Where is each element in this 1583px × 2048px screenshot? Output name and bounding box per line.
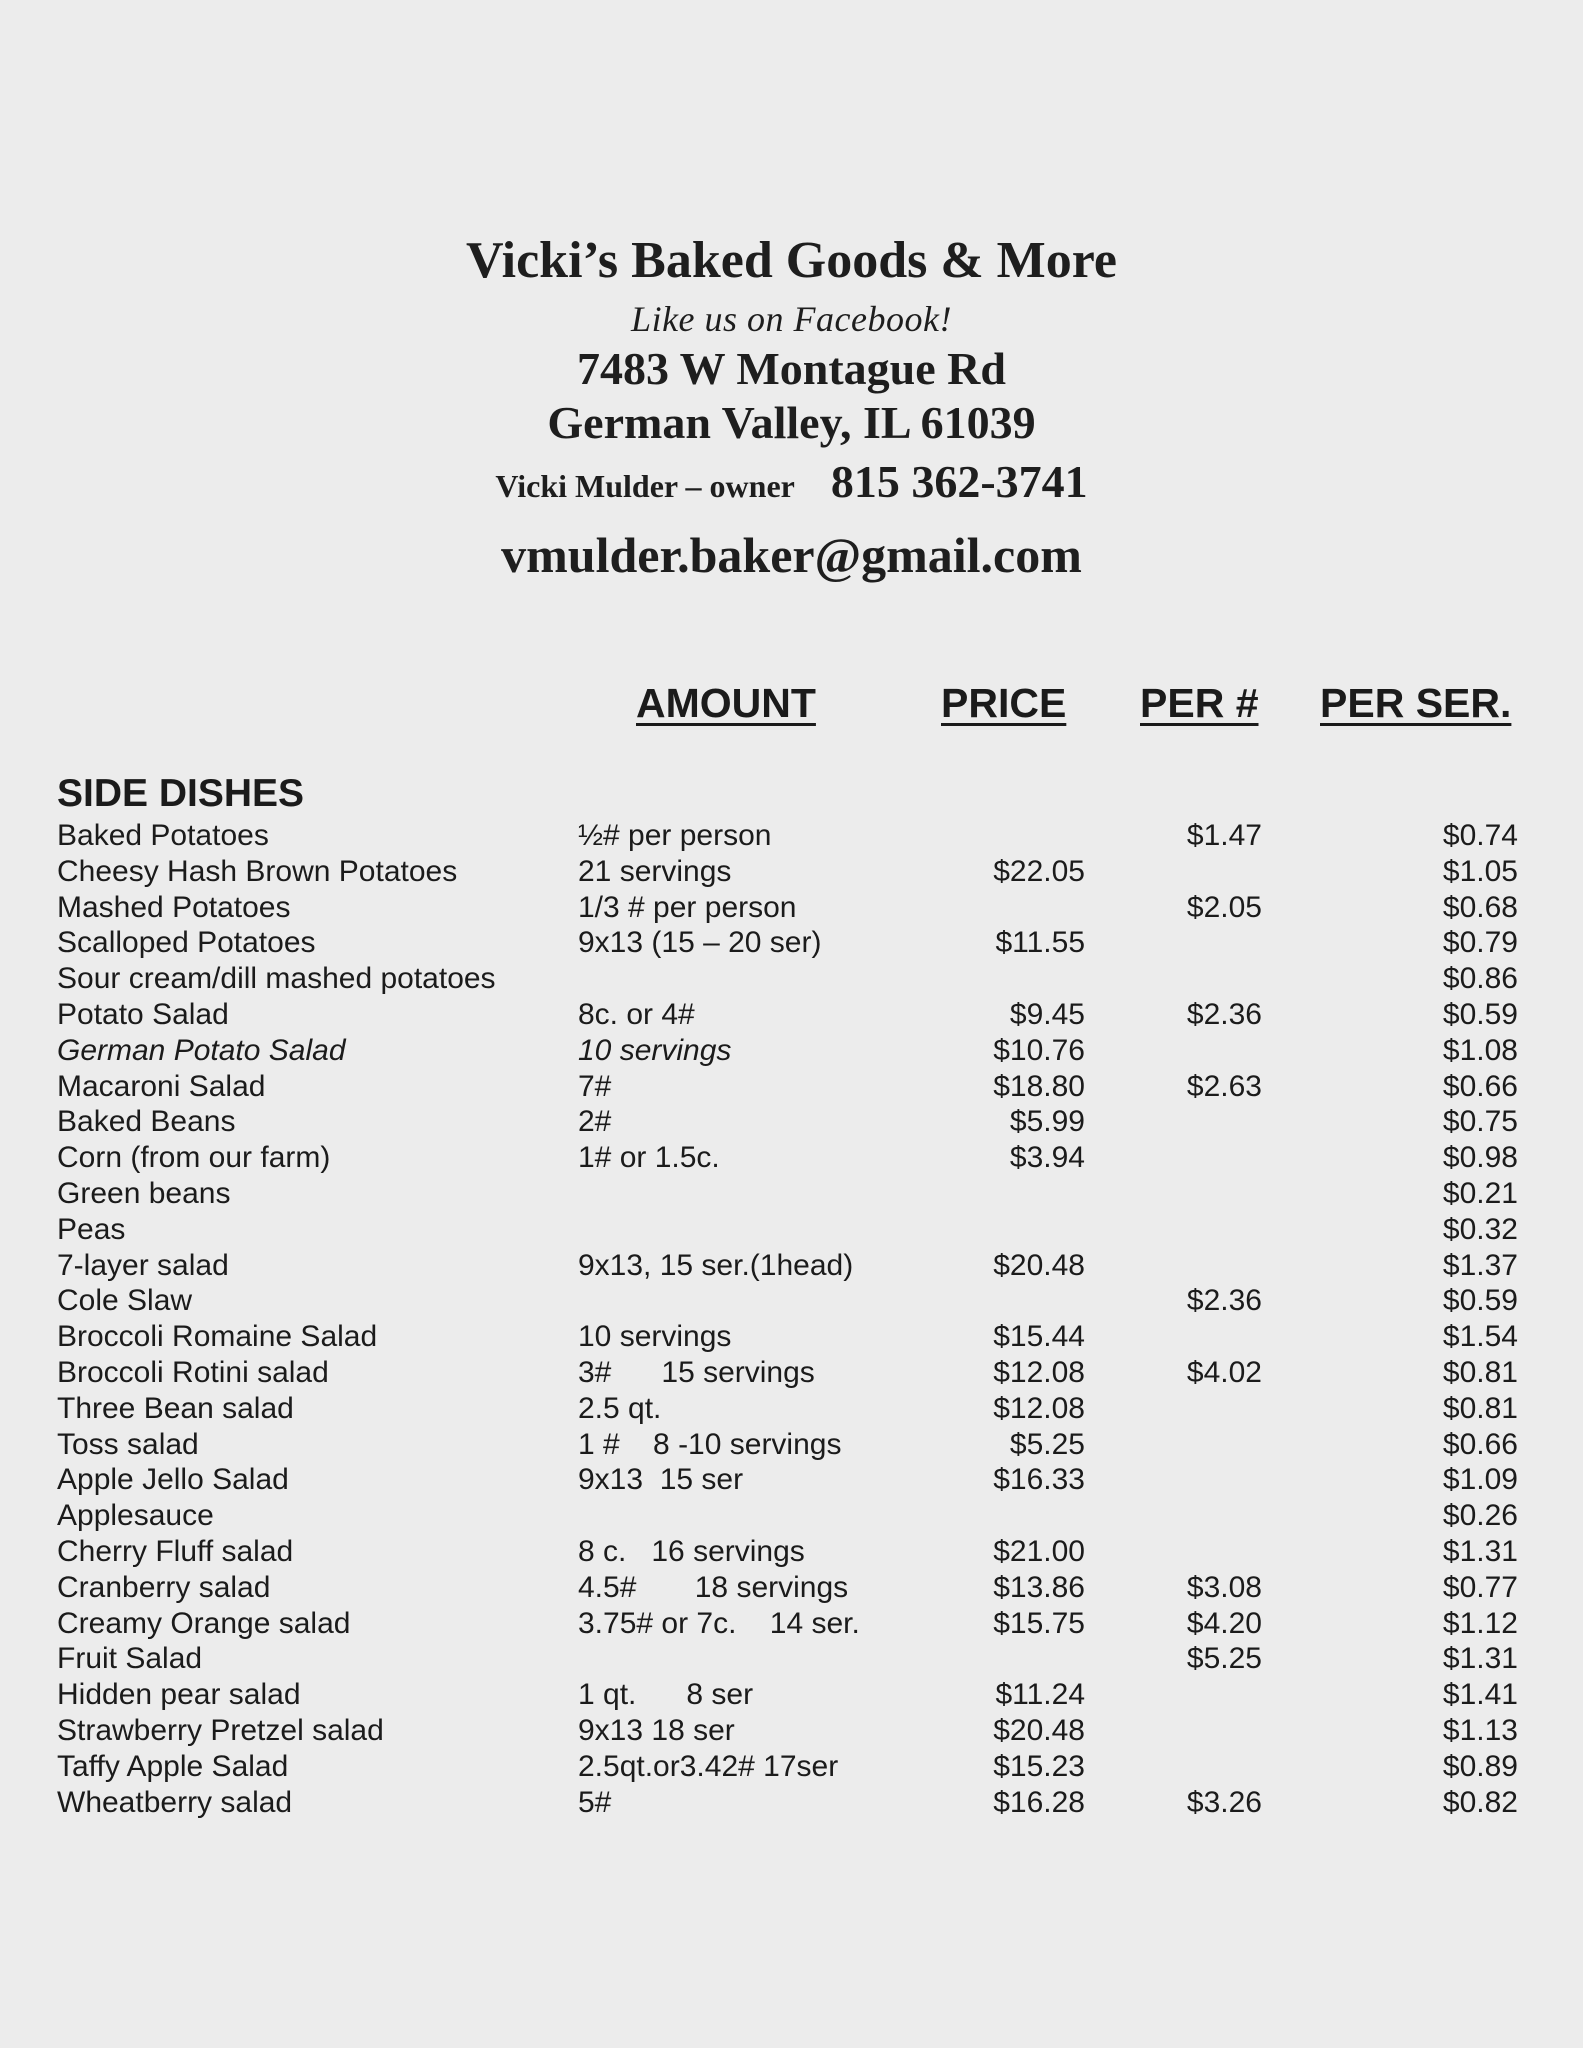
item-price-per-serving: $1.09	[1442, 1463, 1518, 1497]
item-price: $5.99	[1009, 1105, 1085, 1139]
item-name: Toss salad	[57, 1427, 199, 1461]
item-price-per-serving: $0.86	[1442, 962, 1518, 996]
column-header-price: PRICE	[941, 680, 1067, 726]
table-row	[0, 1140, 1583, 1176]
item-price: $5.25	[1009, 1427, 1085, 1461]
item-price-per-serving: $0.66	[1442, 1427, 1518, 1461]
table-row	[0, 1713, 1583, 1749]
item-price-per-serving: $1.05	[1442, 854, 1518, 888]
menu-items-table	[0, 818, 1583, 1820]
street-address: 7483 W Montague Rd	[577, 343, 1006, 394]
table-row	[0, 1498, 1583, 1534]
item-price-per-serving: $1.41	[1442, 1678, 1518, 1712]
item-name: German Potato Salad	[57, 1033, 346, 1067]
item-amount: 9x13 18 ser	[578, 1713, 735, 1747]
item-price: $21.00	[993, 1534, 1085, 1568]
city-state-zip: German Valley, IL 61039	[547, 397, 1036, 448]
item-amount: 4.5# 18 servings	[578, 1570, 849, 1604]
table-row	[0, 1355, 1583, 1391]
item-price-per-serving: $0.75	[1442, 1105, 1518, 1139]
table-row	[0, 1749, 1583, 1785]
table-row	[0, 890, 1583, 926]
item-price: $9.45	[1009, 997, 1085, 1031]
item-price-per-lb: $2.36	[1186, 1284, 1262, 1318]
item-name: Peas	[57, 1212, 126, 1246]
item-amount: 3# 15 servings	[578, 1355, 815, 1389]
table-row	[0, 1069, 1583, 1105]
item-amount: 5#	[578, 1785, 612, 1819]
item-price: $15.75	[993, 1606, 1085, 1640]
item-price-per-serving: $0.59	[1442, 997, 1518, 1031]
item-price: $12.08	[993, 1391, 1085, 1425]
item-price-per-lb: $4.20	[1186, 1606, 1262, 1640]
table-row	[0, 1427, 1583, 1463]
item-amount: 21 servings	[578, 854, 732, 888]
item-name: Strawberry Pretzel salad	[57, 1713, 384, 1747]
item-price: $20.48	[993, 1248, 1085, 1282]
owner-contact-row	[0, 450, 1583, 525]
item-name: Corn (from our farm)	[57, 1141, 331, 1175]
item-amount: 8 c. 16 servings	[578, 1534, 805, 1568]
item-name: Green beans	[57, 1176, 231, 1210]
table-row	[0, 1319, 1583, 1355]
item-price-per-lb: $1.47	[1186, 819, 1262, 852]
item-name: Cheesy Hash Brown Potatoes	[57, 854, 458, 888]
item-name: Applesauce	[57, 1499, 214, 1533]
item-price: $11.24	[995, 1678, 1085, 1712]
item-price: $11.55	[995, 926, 1085, 960]
item-price: $3.94	[1009, 1141, 1085, 1175]
item-price-per-serving: $1.08	[1442, 1033, 1518, 1067]
item-amount: ½# per person	[578, 819, 772, 852]
item-name: Scalloped Potatoes	[57, 926, 316, 960]
item-name: 7-layer salad	[57, 1248, 229, 1282]
item-price: $16.28	[993, 1785, 1085, 1819]
item-amount: 9x13 15 ser	[578, 1463, 744, 1497]
item-price-per-serving: $0.89	[1442, 1749, 1518, 1783]
email-address: vmulder.baker@gmail.com	[501, 527, 1082, 583]
item-price-per-serving: $0.98	[1442, 1141, 1518, 1175]
table-row	[0, 1570, 1583, 1606]
item-price: $10.76	[993, 1033, 1085, 1067]
item-price-per-serving: $1.54	[1442, 1320, 1518, 1354]
item-price: $15.23	[993, 1749, 1085, 1783]
item-name: Broccoli Romaine Salad	[57, 1320, 378, 1354]
item-price-per-serving: $1.31	[1442, 1642, 1518, 1676]
item-price-per-serving: $0.81	[1442, 1391, 1518, 1425]
table-row	[0, 1785, 1583, 1821]
section-title: SIDE DISHES	[57, 772, 305, 815]
item-price-per-serving: $0.81	[1442, 1355, 1518, 1389]
item-price: $13.86	[993, 1570, 1085, 1604]
item-price-per-serving: $0.82	[1442, 1785, 1518, 1819]
business-header	[0, 226, 1583, 585]
item-amount: 1# or 1.5c.	[578, 1141, 720, 1175]
item-name: Cherry Fluff salad	[57, 1534, 294, 1568]
item-amount: 2#	[578, 1105, 612, 1139]
column-header-per-lb: PER #	[1140, 680, 1259, 726]
item-price-per-serving: $0.74	[1442, 819, 1518, 852]
item-price-per-lb: $3.26	[1186, 1785, 1262, 1819]
table-row	[0, 854, 1583, 890]
item-amount: 10 servings	[578, 1033, 732, 1067]
item-price-per-serving: $1.12	[1442, 1606, 1518, 1640]
item-price-per-lb: $2.63	[1186, 1069, 1262, 1103]
item-name: Baked Beans	[57, 1105, 236, 1139]
table-row	[0, 1176, 1583, 1212]
item-price-per-serving: $0.66	[1442, 1069, 1518, 1103]
item-price-per-serving: $1.31	[1442, 1534, 1518, 1568]
table-row	[0, 1283, 1583, 1319]
item-amount: 8c. or 4#	[578, 997, 695, 1031]
item-name: Taffy Apple Salad	[57, 1749, 289, 1783]
item-name: Baked Potatoes	[57, 819, 269, 852]
item-amount: 1 qt. 8 ser	[578, 1678, 754, 1712]
item-name: Creamy Orange salad	[57, 1606, 351, 1640]
column-headers	[0, 680, 1583, 730]
item-price-per-lb: $2.36	[1186, 997, 1262, 1031]
item-name: Macaroni Salad	[57, 1069, 266, 1103]
item-amount: 9x13 (15 – 20 ser)	[578, 926, 822, 960]
item-amount: 7#	[578, 1069, 612, 1103]
table-row	[0, 818, 1583, 854]
item-price-per-serving: $1.13	[1442, 1713, 1518, 1747]
item-price: $18.80	[993, 1069, 1085, 1103]
item-name: Mashed Potatoes	[57, 890, 291, 924]
table-row	[0, 925, 1583, 961]
facebook-note: Like us on Facebook!	[631, 299, 952, 339]
item-amount: 1 # 8 -10 servings	[578, 1427, 842, 1461]
owner-name: Vicki Mulder – owner	[495, 468, 795, 504]
item-price: $22.05	[993, 854, 1085, 888]
item-name: Hidden pear salad	[57, 1678, 301, 1712]
table-row	[0, 1462, 1583, 1498]
table-row	[0, 1212, 1583, 1248]
item-name: Fruit Salad	[57, 1642, 203, 1676]
item-name: Broccoli Rotini salad	[57, 1355, 329, 1389]
item-price-per-serving: $0.26	[1442, 1499, 1518, 1533]
item-price: $16.33	[993, 1463, 1085, 1497]
item-amount: 9x13, 15 ser.(1head)	[578, 1248, 854, 1282]
business-name: Vicki’s Baked Goods & More	[466, 232, 1117, 289]
table-row	[0, 997, 1583, 1033]
item-price-per-serving: $0.21	[1442, 1176, 1518, 1210]
item-price: $12.08	[993, 1355, 1085, 1389]
table-row	[0, 1677, 1583, 1713]
item-price-per-serving: $0.68	[1442, 890, 1518, 924]
item-price-per-serving: $1.37	[1442, 1248, 1518, 1282]
item-price-per-lb: $4.02	[1186, 1355, 1262, 1389]
item-name: Three Bean salad	[57, 1391, 294, 1425]
item-price-per-lb: $5.25	[1186, 1642, 1262, 1676]
item-amount: 2.5qt.or3.42# 17ser	[578, 1749, 839, 1783]
item-name: Cole Slaw	[57, 1284, 193, 1318]
item-name: Apple Jello Salad	[57, 1463, 289, 1497]
table-row	[0, 1534, 1583, 1570]
item-name: Wheatberry salad	[57, 1785, 293, 1819]
item-amount: 2.5 qt.	[578, 1391, 662, 1425]
item-amount: 10 servings	[578, 1320, 732, 1354]
item-amount: 1/3 # per person	[578, 890, 797, 924]
item-name: Cranberry salad	[57, 1570, 271, 1604]
item-price-per-serving: $0.77	[1442, 1570, 1518, 1604]
item-price-per-serving: $0.59	[1442, 1284, 1518, 1318]
table-row	[0, 1248, 1583, 1284]
item-price-per-serving: $0.32	[1442, 1212, 1518, 1246]
phone-number: 815 362-3741	[830, 456, 1088, 507]
table-row	[0, 1391, 1583, 1427]
column-header-amount: AMOUNT	[636, 680, 816, 726]
item-name: Potato Salad	[57, 997, 229, 1031]
table-row	[0, 961, 1583, 997]
column-header-per-serving: PER SER.	[1320, 680, 1512, 726]
item-price: $20.48	[993, 1713, 1085, 1747]
table-row	[0, 1606, 1583, 1642]
item-price: $15.44	[993, 1320, 1085, 1354]
item-price-per-lb: $2.05	[1186, 890, 1262, 924]
table-row	[0, 1641, 1583, 1677]
item-name: Sour cream/dill mashed potatoes	[57, 962, 496, 996]
table-row	[0, 1104, 1583, 1140]
table-row	[0, 1033, 1583, 1069]
item-price-per-lb: $3.08	[1186, 1570, 1262, 1604]
item-amount: 3.75# or 7c. 14 ser.	[578, 1606, 860, 1640]
item-price-per-serving: $0.79	[1442, 926, 1518, 960]
